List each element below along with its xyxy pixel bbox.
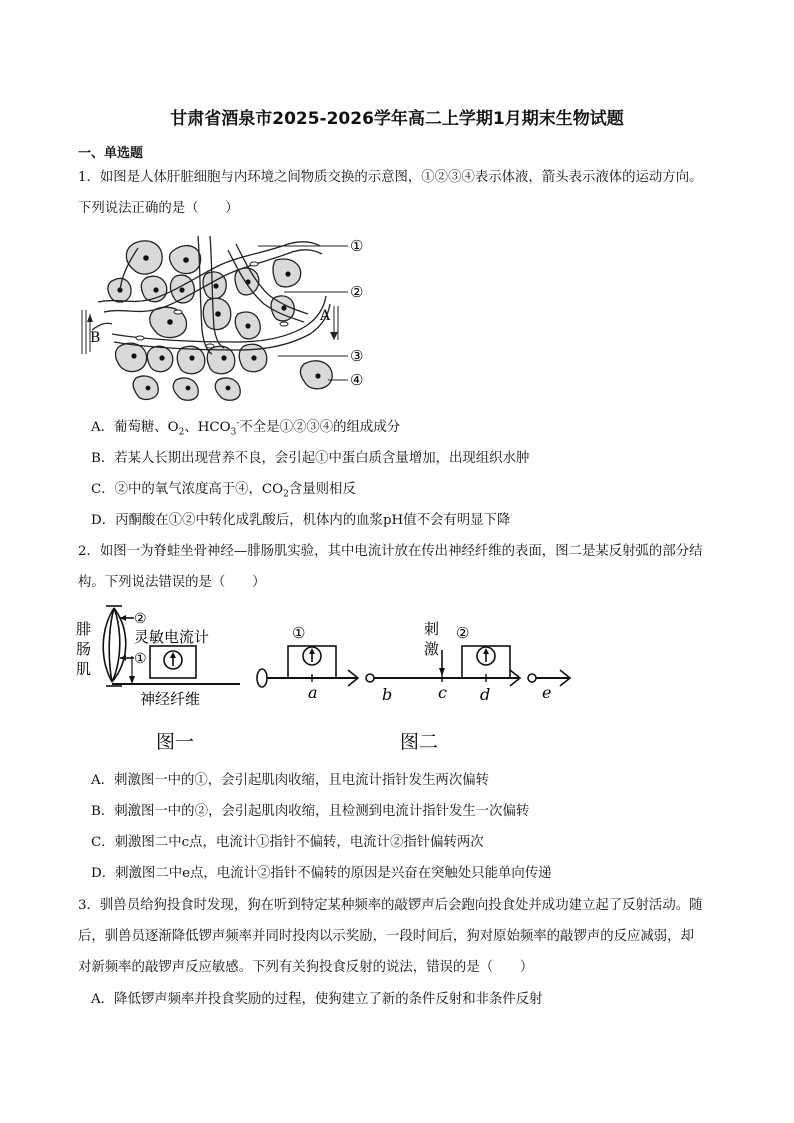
fig2-point-d: d	[480, 685, 491, 704]
q2-nerve-figures	[70, 600, 590, 760]
q1-fig-label-b: B	[90, 330, 101, 346]
fig1-nerve-label: 神经纤维	[140, 690, 201, 708]
q3-stem-line1: 3．驯兽员给狗投食时发现，狗在听到特定某种频率的敲锣声后会跑向投食处并成功建立起了反射活动。随	[78, 898, 703, 913]
q3-stem-line2: 后，驯兽员逐渐降低锣声频率并同时投肉以示奖励，一段时间后，狗对原始频率的敲锣声的反应减弱，却	[78, 929, 694, 944]
fig2-point-e: e	[542, 683, 552, 702]
fig1-muscle-label-2: 肠	[76, 640, 92, 658]
q1-fig-label-4: ④	[350, 371, 364, 389]
q3-stem-line3: 对新频率的敲锣声反应敏感。下列有关狗投食反射的说法，错误的是（ ）	[78, 960, 534, 975]
q2-option-b[interactable]: B．刺激图一中的②，会引起肌肉收缩，且检测到电流计指针发生一次偏转	[91, 804, 530, 819]
q2-stem-line2: 构。下列说法错误的是（ ）	[78, 575, 266, 590]
fig1-caption: 图一	[156, 731, 195, 753]
fig2-point-a: a	[308, 683, 318, 702]
page-title: 甘肃省酒泉市2025-2026学年高二上学期1月期末生物试题	[170, 109, 624, 129]
q1-option-d[interactable]: D．丙酮酸在①②中转化成乳酸后，机体内的血浆pH值不会有明显下降	[91, 513, 511, 528]
q2-option-a[interactable]: A．刺激图一中的①，会引起肌肉收缩，且电流计指针发生两次偏转	[91, 773, 489, 788]
q1-option-a[interactable]: A．葡萄糖、$O_2$、$HCO_3^-$不全是①②③④的组成成分	[91, 418, 401, 438]
fig1-meter-label: 灵敏电流计	[134, 628, 210, 646]
section-heading: 一、单选题	[78, 146, 144, 161]
fig2-point-c: c	[438, 683, 447, 702]
q1-option-c[interactable]: C．②中的氧气浓度高于④，$CO_2$含量则相反	[91, 482, 356, 500]
fig2-caption: 图二	[400, 731, 439, 753]
fig2-stim-label-1: 刺	[424, 620, 440, 638]
q1-fig-label-1: ①	[350, 237, 364, 255]
q2-stem-line1: 2．如图一为脊蛙坐骨神经—腓肠肌实验，其中电流计放在传出神经纤维的表面，图二是某反射弧的部分结	[78, 544, 703, 559]
q2-option-c[interactable]: C．刺激图二中c点，电流计①指针不偏转，电流计②指针偏转两次	[91, 835, 484, 850]
q1-fig-label-a: A	[320, 308, 331, 324]
q1-stem-line2: 下列说法正确的是（ ）	[78, 201, 239, 216]
fig2-mark-2: ②	[456, 624, 470, 642]
q1-liver-figure	[78, 230, 378, 402]
q1-fig-label-3: ③	[350, 347, 364, 365]
fig1-mark-1: ①	[134, 651, 147, 667]
fig2-point-b: b	[382, 685, 393, 704]
q1-option-b[interactable]: B．若某人长期出现营养不良，会引起①中蛋白质含量增加，出现组织水肿	[91, 451, 530, 466]
fig1-muscle-label-1: 腓	[76, 620, 92, 638]
q2-option-d[interactable]: D．刺激图二中e点，电流计②指针不偏转的原因是兴奋在突触处只能单向传递	[91, 866, 552, 881]
q3-option-a[interactable]: A．降低锣声频率并投食奖励的过程，使狗建立了新的条件反射和非条件反射	[91, 992, 543, 1007]
fig2-stim-label-2: 激	[424, 640, 440, 658]
fig1-mark-2: ②	[134, 611, 147, 627]
fig2-mark-1: ①	[292, 624, 306, 642]
q1-fig-label-2: ②	[350, 283, 364, 301]
q1-stem-line1: 1．如图是人体肝脏细胞与内环境之间物质交换的示意图，①②③④表示体液，箭头表示液体的运动方向。	[78, 170, 703, 185]
fig1-muscle-label-3: 肌	[76, 660, 92, 678]
